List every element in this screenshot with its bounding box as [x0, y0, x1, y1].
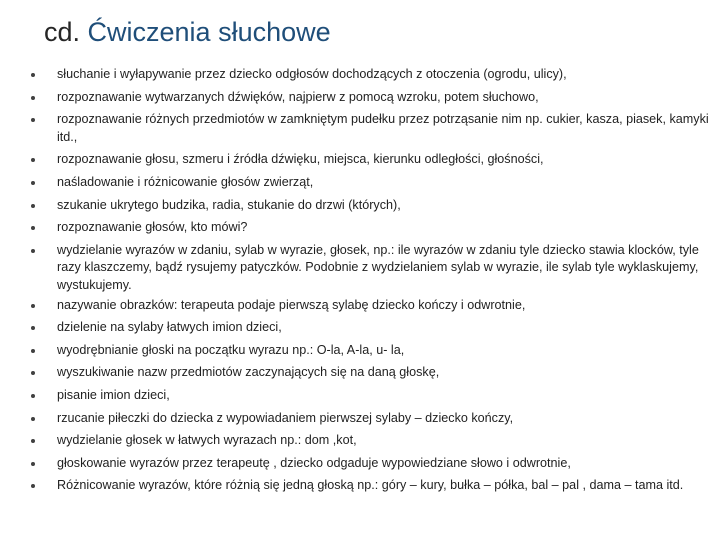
bullet-icon [31, 462, 35, 466]
list-item [0, 151, 720, 169]
list-item-text: rozpoznawanie wytwarzanych dźwięków, najpierw z pomocą wzroku, potem słuchowo, [57, 89, 539, 104]
slide-title [44, 14, 331, 50]
bullet-icon [31, 118, 35, 122]
list-item [0, 111, 720, 146]
list-item-text: głoskowanie wyrazów przez terapeutę , dziecko odgaduje wypowiedziane słowo i odwrotnie, [57, 455, 571, 470]
bullet-icon [31, 204, 35, 208]
bullet-icon [31, 349, 35, 353]
list-item-text: nazywanie obrazków: terapeuta podaje pierwszą sylabę dziecko kończy i odwrotnie, [57, 297, 526, 312]
bullet-icon [31, 394, 35, 398]
list-item [0, 66, 720, 84]
list-item-text: wydzielanie głosek w łatwych wyrazach np.: dom ,kot, [57, 433, 357, 448]
bullet-icon [31, 249, 35, 253]
bullet-icon [31, 304, 35, 308]
list-item [0, 364, 720, 382]
bullet-icon [31, 96, 35, 100]
list-item-text: słuchanie i wyłapywanie przez dziecko odgłosów dochodzących z otoczenia (ogrodu, ulicy), [57, 67, 567, 81]
list-item [0, 197, 720, 215]
list-item [0, 455, 720, 473]
list-item-text: wyodrębnianie głoski na początku wyrazu np.: O-la, A-la, u- la, [57, 342, 405, 357]
list-item [0, 342, 720, 360]
list-item [0, 410, 720, 428]
title-prefix: cd. [44, 17, 88, 47]
list-item-text: rzucanie piłeczki do dziecka z wypowiadaniem pierwszej sylaby – dziecko kończy, [57, 410, 514, 425]
bullet-icon [31, 326, 35, 330]
list-item [0, 387, 720, 405]
list-item [0, 174, 720, 192]
bullet-icon [31, 439, 35, 443]
list-item [0, 319, 720, 337]
list-item [0, 89, 720, 107]
list-item-text: wydzielanie wyrazów w zdaniu, sylab w wyrazie, głosek, np.: ile wyrazów w zdaniu tyle dziecko stawia klocków, tyle razy klaszczemy, bądź rysujemy patyczków. Podobnie z wydzielaniem sylab w wyrazie, ile sylab tyle wyklaskujemy, wystukujemy. [57, 242, 699, 292]
list-item-text: naśladowanie i różnicowanie głosów zwierząt, [57, 174, 314, 189]
list-item [0, 297, 720, 315]
list-item [0, 477, 720, 495]
bullet-icon [31, 158, 35, 162]
list-item-text: pisanie imion dzieci, [57, 387, 170, 402]
list-item-text: rozpoznawanie głosu, szmeru i źródła dźwięku, miejsca, kierunku odległości, głośności, [57, 152, 544, 167]
bullet-icon [31, 484, 35, 488]
bullet-icon [31, 226, 35, 230]
list-item-text: rozpoznawanie różnych przedmiotów w zamkniętym pudełku przez potrząsanie nim np. cukier, kasza, piasek, kamyki itd., [57, 112, 709, 144]
list-item [0, 219, 720, 237]
list-item-text: szukanie ukrytego budzika, radia, stukanie do drzwi (których), [57, 197, 401, 212]
list-item [0, 242, 720, 295]
bullet-icon [31, 371, 35, 375]
bullet-icon [31, 181, 35, 185]
bullet-icon [31, 73, 35, 77]
bullet-icon [31, 417, 35, 421]
list-item-text: Różnicowanie wyrazów, które różnią się jedną głoską np.: góry – kury, bułka – półka, bal – pal , dama – tama itd. [57, 478, 684, 493]
exercise-list [0, 66, 720, 495]
list-item-text: wyszukiwanie nazw przedmiotów zaczynających się na daną głoskę, [57, 365, 440, 380]
list-item-text: dzielenie na sylaby łatwych imion dzieci, [57, 320, 282, 335]
list-item-text: rozpoznawanie głosów, kto mówi? [57, 220, 248, 235]
list-item [0, 432, 720, 450]
title-highlight: Ćwiczenia słuchowe [87, 17, 331, 47]
